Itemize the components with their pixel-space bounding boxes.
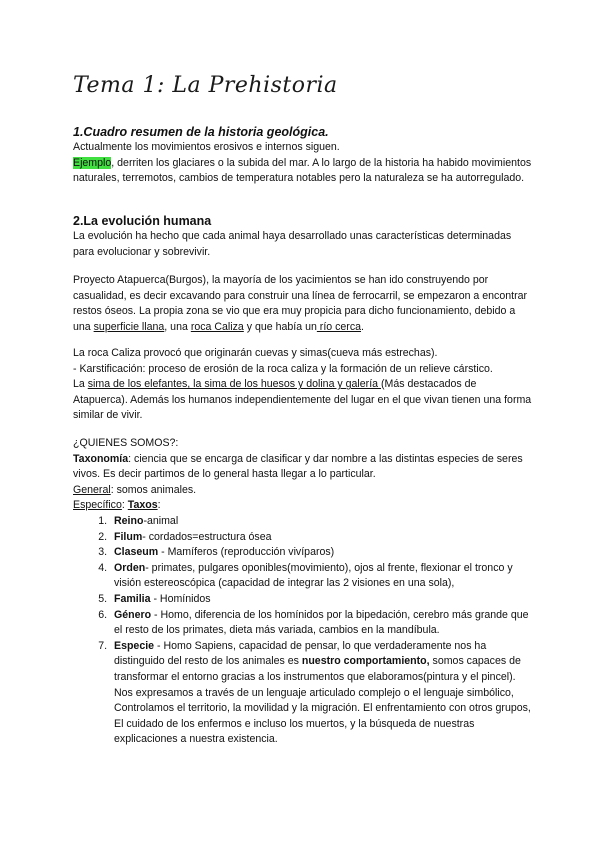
item-text: -animal bbox=[143, 514, 179, 527]
underlined-roca: roca Caliza bbox=[190, 320, 244, 333]
simas-text-2: (Más destacados de Atapuerca). Además los humanos independientemente del lugar en el que vivan tienen una forma similar de vivir. bbox=[73, 378, 532, 422]
section-geologica bbox=[73, 124, 533, 187]
item-term: Orden bbox=[114, 561, 146, 574]
underlined-simas: sima de los elefantes, la sima de los huesos y dolina y galería bbox=[87, 378, 381, 391]
taxos-label: Taxos bbox=[127, 499, 158, 512]
especifico-sep: : bbox=[121, 499, 128, 512]
item-text: - Homo Sapiens, capacidad de pensar, lo que verdaderamente nos ha distinguido del resto de los animales es bbox=[114, 639, 487, 668]
highlighted-word: Ejemplo bbox=[73, 156, 112, 169]
taxos-end: : bbox=[157, 499, 161, 512]
item-text: - primates, pulgares oponibles(movimiento), ojos al frente, flexionar el tronco y visión estereoscópica (capacidad de integrar las 2 visiones en una sola), bbox=[114, 561, 513, 590]
general-line bbox=[73, 483, 533, 499]
general-text: : somos animales. bbox=[110, 483, 197, 496]
atapuerca-text-2: , una bbox=[164, 320, 191, 333]
list-item bbox=[110, 639, 533, 748]
karst-line: - Karstificación: proceso de erosión de la roca caliza y la formación de un relieve cárstico. bbox=[73, 362, 493, 375]
section-quienes-somos bbox=[73, 436, 533, 748]
atapuerca-text: Proyecto Atapuerca(Burgos), la mayoría de los yacimientos se han ido construyendo por casualidad, es decir excavando para construir una línea de ferrocarril, se empezaron a encontrar restos óseos. La propia zona se vio que era muy propicia para dicho funcionamiento, debido a una bbox=[73, 274, 528, 333]
item-term: Género bbox=[114, 608, 152, 621]
taxos-list bbox=[73, 514, 533, 748]
taxonomia-paragraph bbox=[73, 452, 533, 483]
list-item bbox=[110, 530, 533, 546]
taxonomia-label: Taxonomía bbox=[73, 452, 129, 465]
item-text: - cordados=estructura ósea bbox=[142, 530, 272, 543]
taxonomia-text: : ciencia que se encarga de clasificar y dar nombre a las distintas especies de seres vivos. Es decir partimos de lo general hasta llegar a lo particular. bbox=[73, 452, 523, 481]
question-heading: ¿QUIENES SOMOS?: bbox=[73, 437, 179, 449]
section-2-heading: 2.La evolución humana bbox=[73, 214, 212, 228]
item-text: - Mamíferos (reproducción vivíparos) bbox=[158, 546, 335, 559]
list-item bbox=[110, 592, 533, 608]
list-item bbox=[110, 514, 533, 530]
underlined-superficie: superficie llana bbox=[93, 320, 165, 333]
evolucion-paragraph: La evolución ha hecho que cada animal haya desarrollado unas características determinadas para evolucionar y sobrevivir. bbox=[73, 230, 512, 258]
section-1-text: , derriten los glaciares o la subida del mar. A lo largo de la historia ha habido movimientos naturales, terremotos, cambios de temperatura notables pero la naturaleza se ha autorregulado. bbox=[73, 156, 532, 185]
atapuerca-paragraph bbox=[73, 273, 533, 335]
section-evolucion bbox=[73, 213, 533, 260]
item-term: Reino bbox=[114, 514, 144, 527]
caliza-paragraph bbox=[73, 346, 533, 424]
item-bold-text: nuestro comportamiento, bbox=[301, 655, 430, 668]
section-1-paragraph bbox=[73, 156, 533, 187]
list-item bbox=[110, 561, 533, 592]
item-term: Filum bbox=[114, 530, 143, 543]
item-text: - Homo, diferencia de los homínidos por la bipedación, cerebro más grande que el resto de los primates, dieta más variada, cambios en la mandíbula. bbox=[114, 608, 529, 637]
general-label: General bbox=[73, 483, 111, 496]
item-term: Claseum bbox=[114, 546, 159, 559]
caliza-line: La roca Caliza provocó que originarán cuevas y simas(cueva más estrechas). bbox=[73, 347, 438, 359]
especifico-line bbox=[73, 498, 533, 514]
section-1-heading: 1.Cuadro resumen de la historia geológica. bbox=[73, 125, 329, 139]
simas-line bbox=[73, 377, 533, 424]
simas-text: La bbox=[73, 378, 88, 391]
item-term: Familia bbox=[114, 592, 151, 605]
atapuerca-text-4: . bbox=[361, 320, 364, 333]
item-term: Especie bbox=[114, 639, 155, 652]
especifico-label: Específico bbox=[73, 499, 122, 512]
list-item bbox=[110, 608, 533, 639]
item-text: - Homínidos bbox=[150, 592, 211, 605]
section-1-line: Actualmente los movimientos erosivos e internos siguen. bbox=[73, 141, 340, 153]
item-text-2: somos capaces de transformar el entorno gracias a los instrumentos que elaboramos(pintura y el pincel). Nos expresamos a través de un lenguaje articulado complejo o el lenguaje simbólico, Controlamos el territorio, la movilidad y la migración. El enfrentamiento con otros grupos, El cuidado de los enfermos e incluso los muertos, y la búsqueda de nuestras explicaciones a nuestra existencia. bbox=[114, 655, 531, 746]
atapuerca-text-3: y que había un bbox=[243, 320, 317, 333]
underlined-rio: río cerca bbox=[316, 320, 362, 333]
list-item bbox=[110, 545, 533, 561]
page-title: Tema 1: La Prehistoria bbox=[73, 73, 338, 98]
